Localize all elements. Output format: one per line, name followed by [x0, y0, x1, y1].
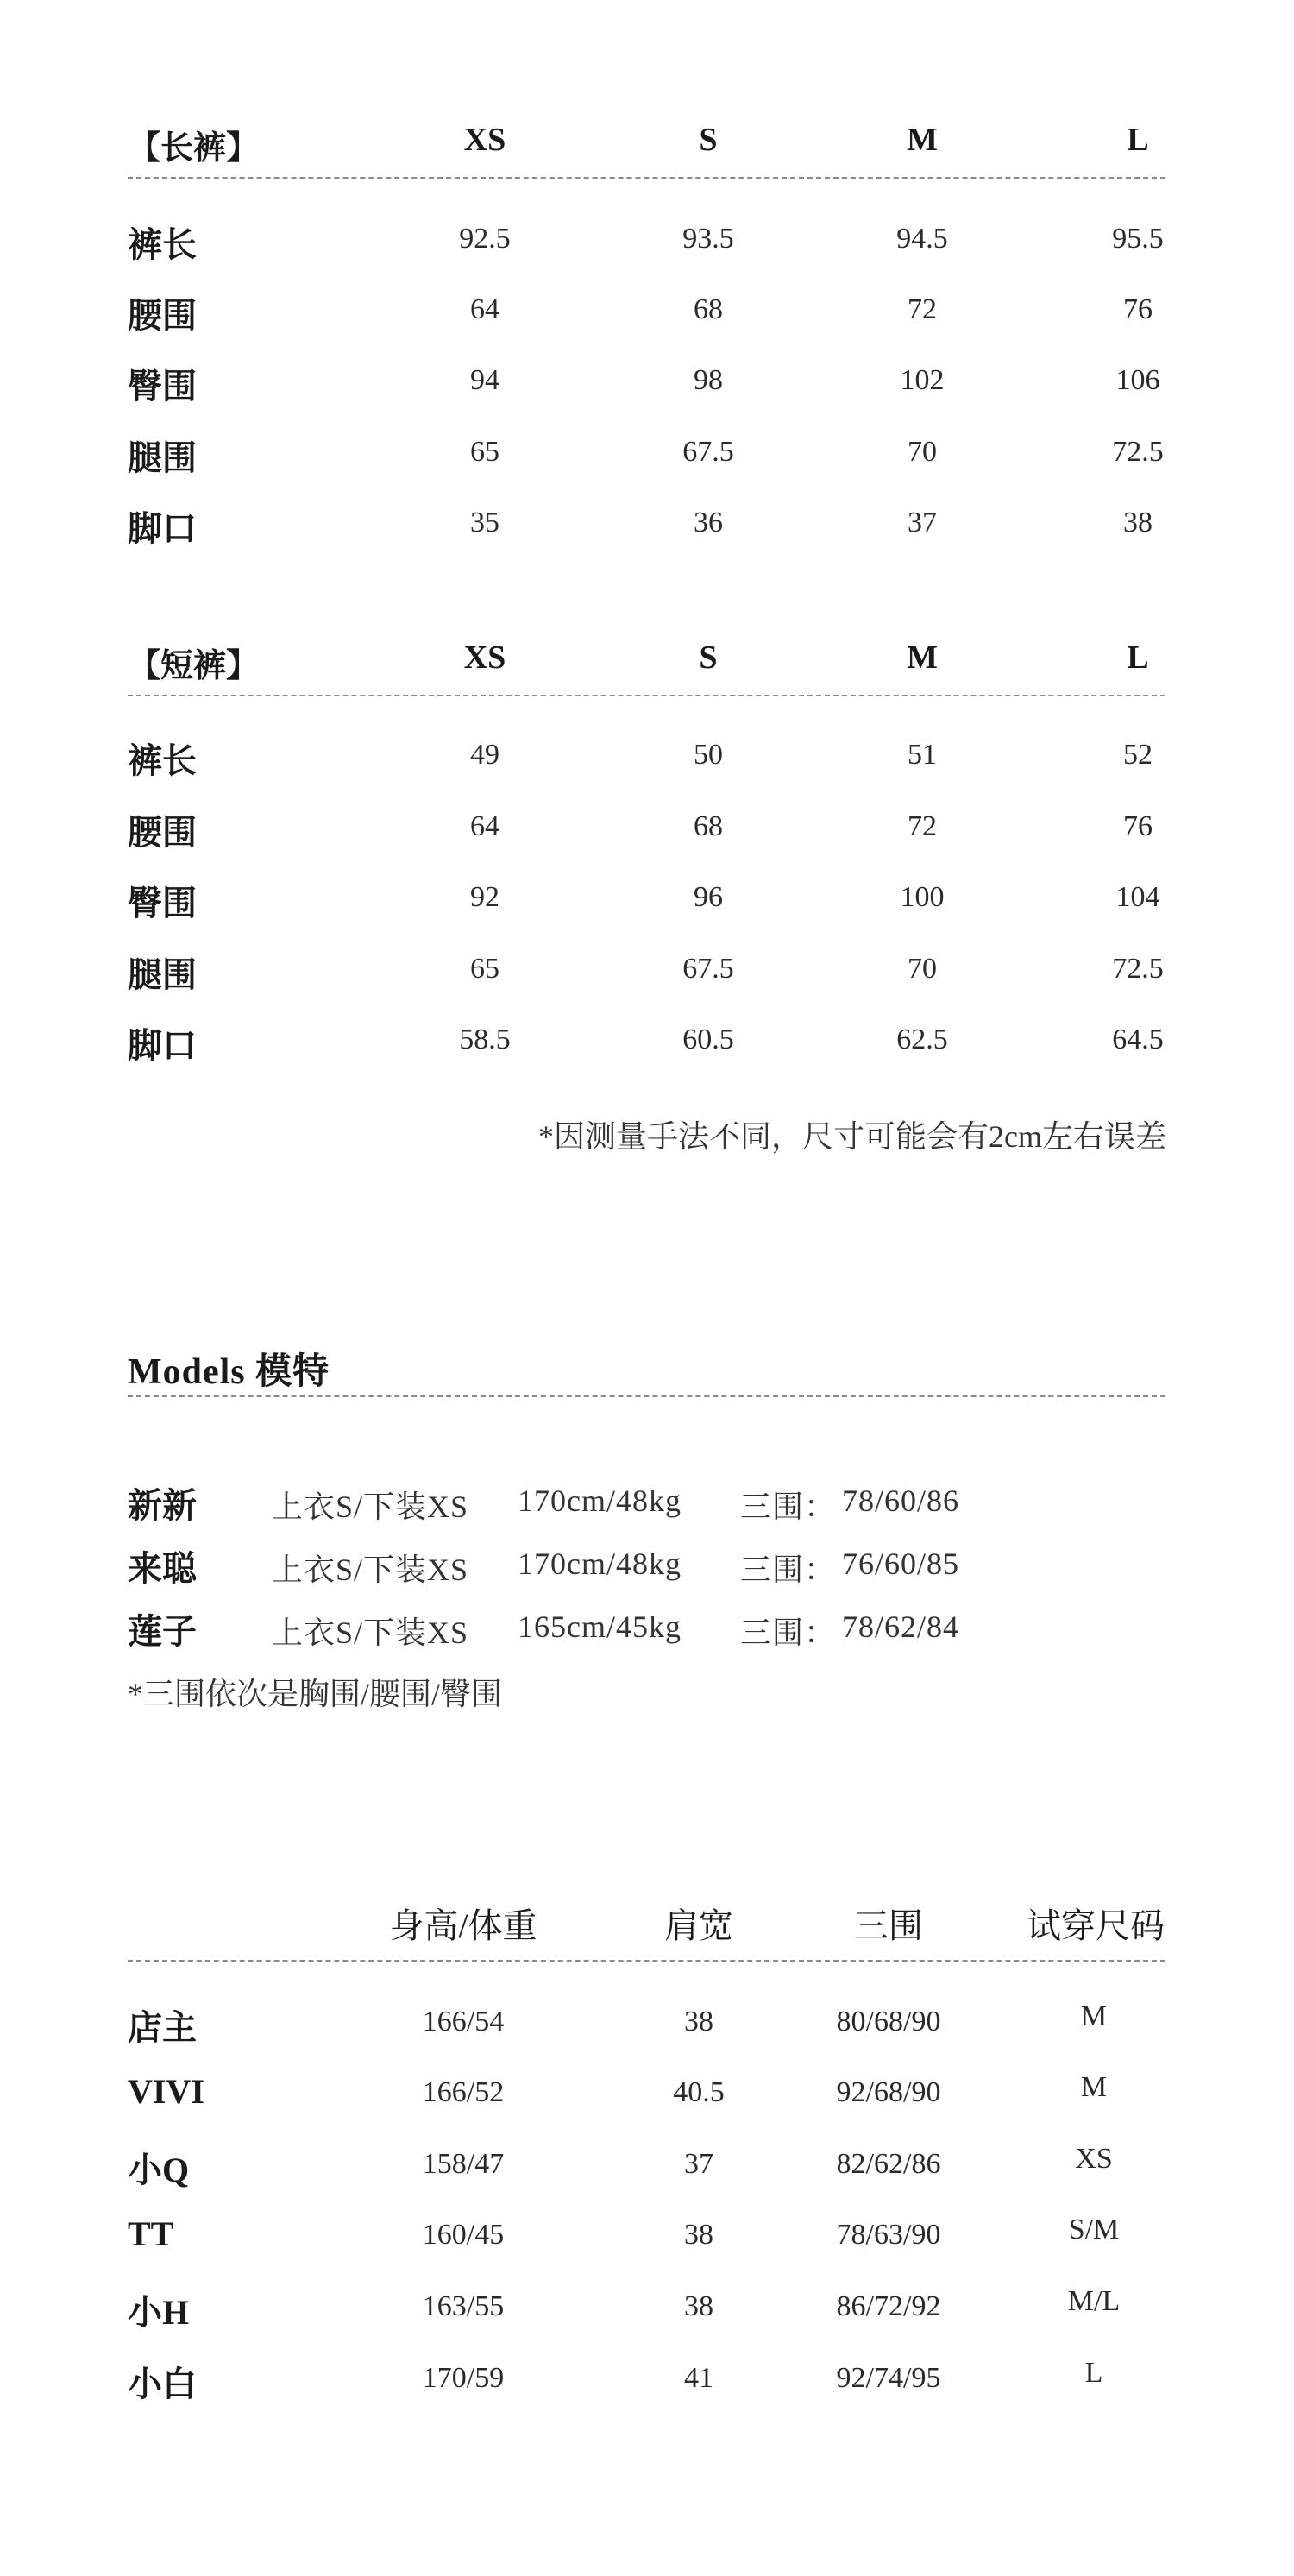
row-label: 腿围 — [128, 955, 197, 994]
cell-value: 65 — [470, 436, 499, 468]
cell-value: 64 — [470, 293, 499, 325]
model-height-weight: 170cm/48kg — [518, 1546, 682, 1581]
column-header-fit-size: 试穿尺码 — [1027, 1906, 1165, 1945]
row-label: 裤长 — [128, 741, 197, 780]
staff-height-weight: 170/59 — [422, 2362, 505, 2394]
cell-value: 94 — [470, 364, 499, 396]
cell-value: 72.5 — [1112, 436, 1164, 468]
row-label: 腿围 — [128, 438, 197, 477]
measurements-order-note: *三围依次是胸围/腰围/臀围 — [128, 1677, 503, 1711]
staff-height-weight: 160/45 — [422, 2219, 505, 2251]
staff-shoulder: 38 — [684, 2290, 713, 2322]
size-header-xs: XS — [463, 639, 506, 676]
divider — [128, 1395, 1165, 1397]
divider — [128, 695, 1165, 696]
size-header-l: L — [1127, 122, 1149, 158]
staff-shoulder: 38 — [684, 2006, 713, 2037]
model-measurements-label: 三围： — [740, 1553, 837, 1587]
staff-measurements: 82/62/86 — [836, 2148, 941, 2180]
cell-value: 58.5 — [459, 1023, 511, 1055]
staff-measurements: 78/63/90 — [836, 2219, 941, 2251]
size-header-xs: XS — [463, 122, 506, 158]
row-label: 腰围 — [128, 296, 197, 335]
long-pants-title: 【长裤】 — [128, 130, 260, 167]
staff-name: 小白 — [128, 2365, 197, 2403]
cell-value: 104 — [1115, 881, 1160, 913]
cell-value: 67.5 — [682, 436, 734, 468]
model-measurements: 78/60/86 — [842, 1483, 960, 1518]
staff-name: 店主 — [128, 2008, 197, 2047]
cell-value: 100 — [900, 881, 945, 913]
model-height-weight: 165cm/45kg — [518, 1609, 682, 1644]
cell-value: 62.5 — [896, 1023, 948, 1055]
staff-fit-size: M — [1080, 2071, 1108, 2103]
cell-value: 51 — [908, 739, 937, 771]
staff-shoulder: 41 — [684, 2362, 713, 2394]
model-measurements-label: 三围： — [740, 1490, 837, 1524]
size-header-s: S — [699, 639, 718, 676]
row-label: 裤长 — [128, 225, 197, 264]
cell-value: 70 — [908, 436, 937, 468]
row-label: 臀围 — [128, 367, 197, 406]
staff-fit-size: S/M — [1068, 2214, 1120, 2245]
shorts-title: 【短裤】 — [128, 648, 260, 684]
model-height-weight: 170cm/48kg — [518, 1483, 682, 1518]
row-label: 臀围 — [128, 884, 197, 923]
cell-value: 96 — [694, 881, 723, 913]
staff-height-weight: 166/52 — [422, 2076, 505, 2108]
model-size: 上衣S/下装XS — [272, 1490, 469, 1524]
staff-name: 小H — [128, 2293, 190, 2332]
cell-value: 70 — [908, 953, 937, 985]
size-header-m: M — [907, 639, 938, 676]
cell-value: 98 — [694, 364, 723, 396]
divider — [128, 177, 1165, 179]
staff-name: TT — [128, 2214, 174, 2253]
cell-value: 94.5 — [896, 223, 948, 255]
cell-value: 72.5 — [1112, 953, 1164, 985]
staff-shoulder: 38 — [684, 2219, 713, 2251]
cell-value: 65 — [470, 953, 499, 985]
size-header-l: L — [1127, 639, 1149, 676]
size-header-s: S — [699, 122, 718, 158]
cell-value: 72 — [908, 810, 937, 842]
measurement-note: *因测量手法不同，尺寸可能会有2cm左右误差 — [538, 1119, 1166, 1154]
cell-value: 102 — [900, 364, 945, 396]
cell-value: 92.5 — [459, 223, 511, 255]
staff-fit-size: M/L — [1067, 2285, 1121, 2317]
cell-value: 76 — [1123, 293, 1153, 325]
staff-measurements: 86/72/92 — [836, 2290, 941, 2322]
cell-value: 52 — [1123, 739, 1153, 771]
column-header-shoulder: 肩宽 — [664, 1906, 733, 1945]
staff-fit-size: XS — [1075, 2143, 1113, 2175]
model-measurements-label: 三围： — [740, 1616, 837, 1650]
cell-value: 68 — [694, 810, 723, 842]
cell-value: 67.5 — [682, 953, 734, 985]
models-title: Models 模特 — [128, 1352, 330, 1392]
cell-value: 38 — [1123, 507, 1153, 539]
staff-name: VIVI — [128, 2072, 204, 2111]
row-label: 脚口 — [128, 1026, 197, 1065]
model-name: 新新 — [128, 1486, 197, 1525]
cell-value: 60.5 — [682, 1023, 734, 1055]
cell-value: 92 — [470, 881, 499, 913]
cell-value: 64 — [470, 810, 499, 842]
staff-shoulder: 40.5 — [673, 2076, 725, 2108]
model-name: 来聪 — [128, 1549, 197, 1588]
cell-value: 64.5 — [1112, 1023, 1164, 1055]
cell-value: 106 — [1115, 364, 1160, 396]
cell-value: 35 — [470, 507, 499, 539]
staff-height-weight: 158/47 — [422, 2148, 505, 2180]
staff-measurements: 92/74/95 — [836, 2362, 941, 2394]
model-measurements: 76/60/85 — [842, 1546, 960, 1581]
model-size: 上衣S/下装XS — [272, 1616, 469, 1650]
cell-value: 72 — [908, 293, 937, 325]
cell-value: 95.5 — [1112, 223, 1164, 255]
model-measurements: 78/62/84 — [842, 1609, 960, 1644]
size-header-m: M — [907, 122, 938, 158]
staff-measurements: 92/68/90 — [836, 2076, 941, 2108]
staff-height-weight: 163/55 — [422, 2290, 505, 2322]
cell-value: 36 — [694, 507, 723, 539]
cell-value: 37 — [908, 507, 937, 539]
cell-value: 76 — [1123, 810, 1153, 842]
column-header-measurements: 三围 — [854, 1906, 923, 1945]
cell-value: 50 — [694, 739, 723, 771]
row-label: 腰围 — [128, 813, 197, 852]
staff-fit-size: M — [1080, 2000, 1108, 2032]
row-label: 脚口 — [128, 509, 197, 548]
column-header-height-weight: 身高/体重 — [389, 1906, 537, 1945]
staff-measurements: 80/68/90 — [836, 2006, 941, 2037]
staff-name: 小Q — [128, 2151, 190, 2189]
staff-height-weight: 166/54 — [422, 2006, 505, 2037]
cell-value: 93.5 — [682, 223, 734, 255]
cell-value: 68 — [694, 293, 723, 325]
divider — [128, 1960, 1165, 1962]
model-size: 上衣S/下装XS — [272, 1553, 469, 1587]
model-name: 莲子 — [128, 1612, 197, 1651]
staff-shoulder: 37 — [684, 2148, 713, 2180]
cell-value: 49 — [470, 739, 499, 771]
staff-fit-size: L — [1084, 2357, 1103, 2389]
